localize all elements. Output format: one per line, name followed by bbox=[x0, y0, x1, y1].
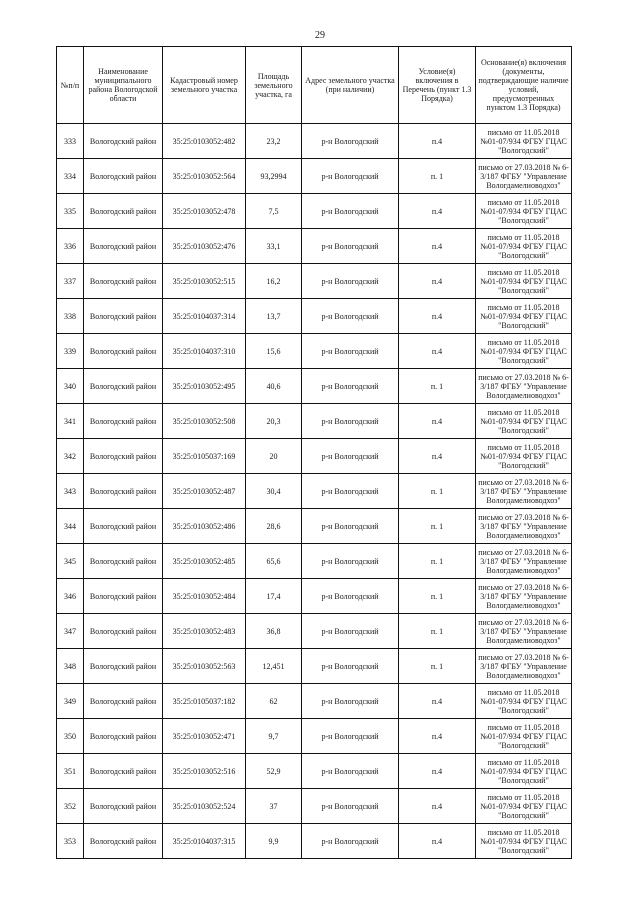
row-address: р-н Вологодский bbox=[302, 649, 399, 684]
row-basis: письмо от 11.05.2018 №01-07/934 ФГБУ ГЦАС "Вологодский" bbox=[476, 824, 572, 859]
row-condition: п.4 bbox=[399, 824, 476, 859]
row-district: Вологодский район bbox=[84, 684, 163, 719]
row-condition: п.4 bbox=[399, 124, 476, 159]
row-district: Вологодский район bbox=[84, 509, 163, 544]
table-row bbox=[57, 159, 572, 194]
row-basis: письмо от 11.05.2018 №01-07/934 ФГБУ ГЦАС "Вологодский" bbox=[476, 264, 572, 299]
row-condition: п.4 bbox=[399, 754, 476, 789]
row-address: р-н Вологодский bbox=[302, 509, 399, 544]
row-condition: п.4 bbox=[399, 299, 476, 334]
row-district: Вологодский район bbox=[84, 159, 163, 194]
row-condition: п.4 bbox=[399, 789, 476, 824]
row-number: 333 bbox=[57, 124, 84, 159]
row-cadastral-number: 35:25:0104037:314 bbox=[163, 299, 246, 334]
row-condition: п.4 bbox=[399, 334, 476, 369]
row-condition: п.4 bbox=[399, 439, 476, 474]
row-district: Вологодский район bbox=[84, 334, 163, 369]
land-plots-table bbox=[56, 46, 572, 859]
row-basis: письмо от 11.05.2018 №01-07/934 ФГБУ ГЦАС "Вологодский" bbox=[476, 684, 572, 719]
row-district: Вологодский район bbox=[84, 369, 163, 404]
header-district: Наименование муниципального района Вологодской области bbox=[84, 47, 163, 124]
table-row bbox=[57, 509, 572, 544]
row-cadastral-number: 35:25:0104037:315 bbox=[163, 824, 246, 859]
row-number: 337 bbox=[57, 264, 84, 299]
table-row bbox=[57, 614, 572, 649]
row-address: р-н Вологодский bbox=[302, 579, 399, 614]
row-basis: письмо от 11.05.2018 №01-07/934 ФГБУ ГЦАС "Вологодский" bbox=[476, 229, 572, 264]
row-address: р-н Вологодский bbox=[302, 824, 399, 859]
table-row bbox=[57, 649, 572, 684]
header-area: Площадь земельного участка, га bbox=[246, 47, 302, 124]
row-basis: письмо от 11.05.2018 №01-07/934 ФГБУ ГЦАС "Вологодский" bbox=[476, 194, 572, 229]
row-condition: п.4 bbox=[399, 404, 476, 439]
header-number: №п/п bbox=[57, 47, 84, 124]
row-number: 349 bbox=[57, 684, 84, 719]
header-condition: Условие(я) включения в Перечень (пункт 1.3 Порядка) bbox=[399, 47, 476, 124]
row-condition: п. 1 bbox=[399, 649, 476, 684]
row-basis: письмо от 11.05.2018 №01-07/934 ФГБУ ГЦАС "Вологодский" bbox=[476, 754, 572, 789]
row-address: р-н Вологодский bbox=[302, 264, 399, 299]
row-number: 353 bbox=[57, 824, 84, 859]
table-row bbox=[57, 264, 572, 299]
row-number: 342 bbox=[57, 439, 84, 474]
table-row bbox=[57, 684, 572, 719]
row-address: р-н Вологодский bbox=[302, 229, 399, 264]
row-cadastral-number: 35:25:0103052:563 bbox=[163, 649, 246, 684]
row-district: Вологодский район bbox=[84, 229, 163, 264]
row-condition: п. 1 bbox=[399, 579, 476, 614]
row-condition: п. 1 bbox=[399, 159, 476, 194]
row-basis: письмо от 11.05.2018 №01-07/934 ФГБУ ГЦАС "Вологодский" bbox=[476, 124, 572, 159]
row-condition: п. 1 bbox=[399, 614, 476, 649]
row-basis: письмо от 27.03.2018 № 6-3/187 ФГБУ "Управление Вологдамелиоводхоз" bbox=[476, 579, 572, 614]
row-district: Вологодский район bbox=[84, 439, 163, 474]
row-number: 335 bbox=[57, 194, 84, 229]
table-row bbox=[57, 334, 572, 369]
row-district: Вологодский район bbox=[84, 544, 163, 579]
row-number: 350 bbox=[57, 719, 84, 754]
row-district: Вологодский район bbox=[84, 194, 163, 229]
row-address: р-н Вологодский bbox=[302, 369, 399, 404]
table-row bbox=[57, 439, 572, 474]
row-address: р-н Вологодский bbox=[302, 684, 399, 719]
header-cadastral-number: Кадастровый номер земельного участка bbox=[163, 47, 246, 124]
row-cadastral-number: 35:25:0103052:515 bbox=[163, 264, 246, 299]
row-address: р-н Вологодский bbox=[302, 194, 399, 229]
table-row bbox=[57, 719, 572, 754]
row-area: 9,7 bbox=[246, 719, 302, 754]
row-number: 334 bbox=[57, 159, 84, 194]
row-cadastral-number: 35:25:0103052:482 bbox=[163, 124, 246, 159]
table-header-row bbox=[57, 47, 572, 124]
row-area: 20 bbox=[246, 439, 302, 474]
row-area: 62 bbox=[246, 684, 302, 719]
row-number: 340 bbox=[57, 369, 84, 404]
row-cadastral-number: 35:25:0103052:516 bbox=[163, 754, 246, 789]
row-district: Вологодский район bbox=[84, 264, 163, 299]
row-area: 40,6 bbox=[246, 369, 302, 404]
row-cadastral-number: 35:25:0103052:486 bbox=[163, 509, 246, 544]
row-number: 352 bbox=[57, 789, 84, 824]
row-basis: письмо от 27.03.2018 № 6-3/187 ФГБУ "Управление Вологдамелиоводхоз" bbox=[476, 509, 572, 544]
row-district: Вологодский район bbox=[84, 789, 163, 824]
table-row bbox=[57, 474, 572, 509]
row-condition: п. 1 bbox=[399, 544, 476, 579]
row-district: Вологодский район bbox=[84, 474, 163, 509]
row-condition: п.4 bbox=[399, 264, 476, 299]
row-area: 16,2 bbox=[246, 264, 302, 299]
row-address: р-н Вологодский bbox=[302, 754, 399, 789]
table-row bbox=[57, 299, 572, 334]
row-area: 36,8 bbox=[246, 614, 302, 649]
row-number: 345 bbox=[57, 544, 84, 579]
row-area: 28,6 bbox=[246, 509, 302, 544]
row-number: 339 bbox=[57, 334, 84, 369]
table-row bbox=[57, 544, 572, 579]
row-basis: письмо от 11.05.2018 №01-07/934 ФГБУ ГЦАС "Вологодский" bbox=[476, 439, 572, 474]
table-row bbox=[57, 194, 572, 229]
row-basis: письмо от 27.03.2018 № 6-3/187 ФГБУ "Управление Вологдамелиоводхоз" bbox=[476, 544, 572, 579]
row-cadastral-number: 35:25:0103052:524 bbox=[163, 789, 246, 824]
row-address: р-н Вологодский bbox=[302, 474, 399, 509]
row-district: Вологодский район bbox=[84, 824, 163, 859]
row-cadastral-number: 35:25:0103052:508 bbox=[163, 404, 246, 439]
row-basis: письмо от 11.05.2018 №01-07/934 ФГБУ ГЦАС "Вологодский" bbox=[476, 789, 572, 824]
row-area: 9,9 bbox=[246, 824, 302, 859]
row-basis: письмо от 27.03.2018 № 6-3/187 ФГБУ "Управление Вологдамелиоводхоз" bbox=[476, 474, 572, 509]
row-area: 65,6 bbox=[246, 544, 302, 579]
row-cadastral-number: 35:25:0103052:484 bbox=[163, 579, 246, 614]
table-row bbox=[57, 789, 572, 824]
table-row bbox=[57, 579, 572, 614]
row-condition: п. 1 bbox=[399, 474, 476, 509]
row-basis: письмо от 11.05.2018 №01-07/934 ФГБУ ГЦАС "Вологодский" bbox=[476, 719, 572, 754]
row-basis: письмо от 27.03.2018 № 6-3/187 ФГБУ "Управление Вологдамелиоводхоз" bbox=[476, 649, 572, 684]
row-area: 7,5 bbox=[246, 194, 302, 229]
row-number: 344 bbox=[57, 509, 84, 544]
row-cadastral-number: 35:25:0103052:476 bbox=[163, 229, 246, 264]
row-cadastral-number: 35:25:0105037:182 bbox=[163, 684, 246, 719]
row-area: 30,4 bbox=[246, 474, 302, 509]
row-cadastral-number: 35:25:0103052:485 bbox=[163, 544, 246, 579]
header-address: Адрес земельного участка (при наличии) bbox=[302, 47, 399, 124]
row-number: 351 bbox=[57, 754, 84, 789]
row-cadastral-number: 35:25:0105037:169 bbox=[163, 439, 246, 474]
row-address: р-н Вологодский bbox=[302, 404, 399, 439]
row-address: р-н Вологодский bbox=[302, 544, 399, 579]
table-row bbox=[57, 404, 572, 439]
row-address: р-н Вологодский bbox=[302, 719, 399, 754]
row-basis: письмо от 27.03.2018 № 6-3/187 ФГБУ "Управление Вологдамелиоводхоз" bbox=[476, 369, 572, 404]
row-area: 23,2 bbox=[246, 124, 302, 159]
row-number: 341 bbox=[57, 404, 84, 439]
row-address: р-н Вологодский bbox=[302, 299, 399, 334]
row-basis: письмо от 11.05.2018 №01-07/934 ФГБУ ГЦАС "Вологодский" bbox=[476, 334, 572, 369]
row-district: Вологодский район bbox=[84, 124, 163, 159]
row-area: 17,4 bbox=[246, 579, 302, 614]
row-cadastral-number: 35:25:0103052:564 bbox=[163, 159, 246, 194]
row-area: 93,2994 bbox=[246, 159, 302, 194]
row-condition: п. 1 bbox=[399, 369, 476, 404]
row-area: 33,1 bbox=[246, 229, 302, 264]
page-number: 29 bbox=[315, 30, 325, 41]
table-row bbox=[57, 124, 572, 159]
row-basis: письмо от 27.03.2018 № 6-3/187 ФГБУ "Управление Вологдамелиоводхоз" bbox=[476, 159, 572, 194]
row-condition: п.4 bbox=[399, 194, 476, 229]
row-basis: письмо от 11.05.2018 №01-07/934 ФГБУ ГЦАС "Вологодский" bbox=[476, 299, 572, 334]
row-cadastral-number: 35:25:0103052:483 bbox=[163, 614, 246, 649]
row-area: 13,7 bbox=[246, 299, 302, 334]
row-address: р-н Вологодский bbox=[302, 334, 399, 369]
row-cadastral-number: 35:25:0104037:310 bbox=[163, 334, 246, 369]
row-cadastral-number: 35:25:0103052:495 bbox=[163, 369, 246, 404]
row-address: р-н Вологодский bbox=[302, 789, 399, 824]
row-address: р-н Вологодский bbox=[302, 439, 399, 474]
row-condition: п.4 bbox=[399, 684, 476, 719]
row-district: Вологодский район bbox=[84, 754, 163, 789]
row-condition: п.4 bbox=[399, 719, 476, 754]
header-basis: Основание(я) включения (документы, подтверждающие наличие условий, предусмотренных пунктом 1.3 Порядка) bbox=[476, 47, 572, 124]
row-area: 37 bbox=[246, 789, 302, 824]
row-cadastral-number: 35:25:0103052:478 bbox=[163, 194, 246, 229]
row-area: 52,9 bbox=[246, 754, 302, 789]
row-condition: п. 1 bbox=[399, 509, 476, 544]
row-district: Вологодский район bbox=[84, 299, 163, 334]
row-area: 15,6 bbox=[246, 334, 302, 369]
table-row bbox=[57, 229, 572, 264]
row-condition: п.4 bbox=[399, 229, 476, 264]
row-address: р-н Вологодский bbox=[302, 124, 399, 159]
row-cadastral-number: 35:25:0103052:487 bbox=[163, 474, 246, 509]
table-row bbox=[57, 754, 572, 789]
row-address: р-н Вологодский bbox=[302, 159, 399, 194]
row-number: 343 bbox=[57, 474, 84, 509]
table-row bbox=[57, 369, 572, 404]
row-district: Вологодский район bbox=[84, 719, 163, 754]
row-basis: письмо от 11.05.2018 №01-07/934 ФГБУ ГЦАС "Вологодский" bbox=[476, 404, 572, 439]
row-district: Вологодский район bbox=[84, 404, 163, 439]
row-number: 346 bbox=[57, 579, 84, 614]
row-number: 348 bbox=[57, 649, 84, 684]
row-area: 12,451 bbox=[246, 649, 302, 684]
row-cadastral-number: 35:25:0103052:471 bbox=[163, 719, 246, 754]
row-district: Вологодский район bbox=[84, 579, 163, 614]
row-district: Вологодский район bbox=[84, 649, 163, 684]
row-area: 20,3 bbox=[246, 404, 302, 439]
row-district: Вологодский район bbox=[84, 614, 163, 649]
row-basis: письмо от 27.03.2018 № 6-3/187 ФГБУ "Управление Вологдамелиоводхоз" bbox=[476, 614, 572, 649]
row-address: р-н Вологодский bbox=[302, 614, 399, 649]
row-number: 347 bbox=[57, 614, 84, 649]
row-number: 338 bbox=[57, 299, 84, 334]
row-number: 336 bbox=[57, 229, 84, 264]
table-row bbox=[57, 824, 572, 859]
